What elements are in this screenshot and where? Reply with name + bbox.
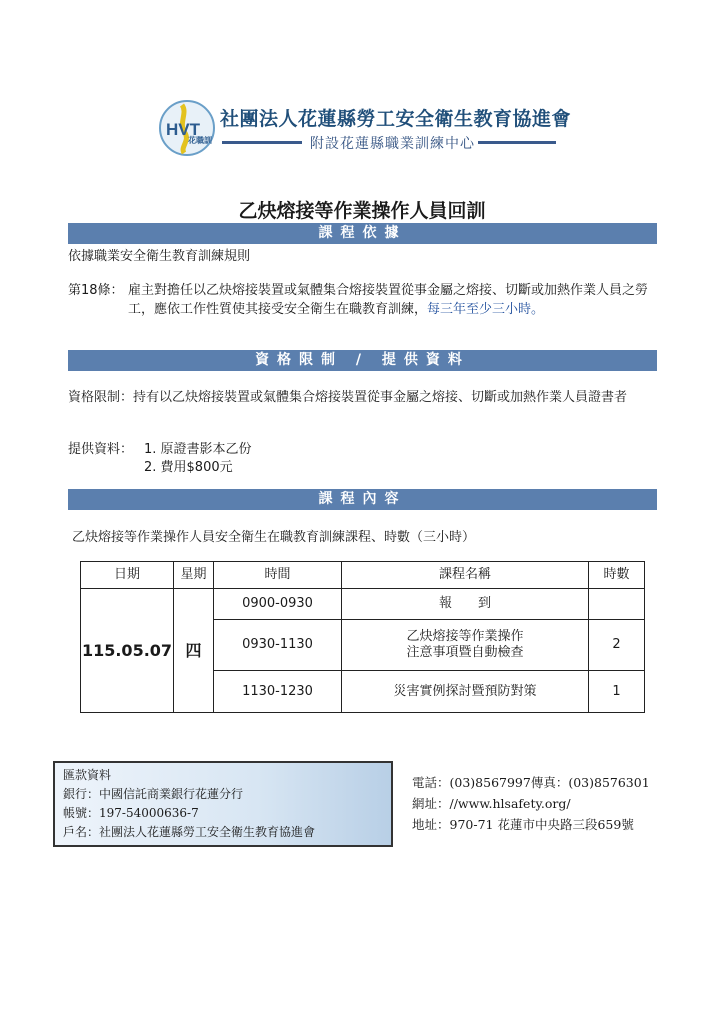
date-cell: 115.05.07 [81,589,174,713]
article-paragraph [128,281,648,319]
header-time: 時間 [214,562,342,589]
contact-website[interactable]: 網址：//www.hlsafety.org/ [412,796,571,811]
contact-address: 地址：970-71 花蓮市中央路三段659號 [412,817,634,832]
course-cell [342,620,589,671]
organization-subtitle: 附設花蓮縣職業訓練中心 [310,136,475,152]
section-heading-qualification: 資格限制 / 提供資料 [68,350,657,371]
qualification-text: 資格限制：持有以乙炔熔接裝置或氣體集合熔接裝置從事金屬之熔接、切斷或加熱作業人員證書者 [68,390,628,405]
provide-label: 提供資料： [68,442,134,457]
bank-account: 帳號：197-54000636-7 [63,806,199,820]
bank-name: 銀行：中國信託商業銀行花蓮分行 [63,787,244,801]
logo-subtext: 花職訓 [188,136,212,145]
section-heading-course: 課程內容 [68,489,657,510]
basis-text: 依據職業安全衛生教育訓練規則 [68,249,251,264]
hours-cell [589,589,645,620]
article-emphasis: 每三年至少三小時。 [427,302,545,317]
organization-name: 社團法人花蓮縣勞工安全衛生教育協進會 [220,108,572,130]
provide-item: 1. 原證書影本乙份 [144,442,252,457]
header-course: 課程名稱 [342,562,589,589]
schedule-table [80,561,645,713]
section-heading-basis: 課程依據 [68,223,657,244]
contact-info [412,772,650,835]
hours-cell: 1 [589,671,645,713]
time-cell: 0900-0930 [214,589,342,620]
time-cell: 1130-1230 [214,671,342,713]
subtitle-divider-right [478,141,556,144]
header-date: 日期 [81,562,174,589]
course-line: 注意事項暨自動檢查 [406,645,524,660]
time-cell: 0930-1130 [214,620,342,671]
subtitle-divider-left [222,141,302,144]
course-description: 乙炔熔接等作業操作人員安全衛生在職教育訓練課程、時數（三小時） [72,530,476,545]
bank-info-box [53,761,393,847]
bank-title: 匯款資料 [63,768,112,782]
bank-holder: 戶名：社團法人花蓮縣勞工安全衛生教育協進會 [63,825,316,839]
table-header-row [81,562,645,589]
header-hours: 時數 [589,562,645,589]
logo-text: HVT [166,120,200,139]
weekday-cell: 四 [174,589,214,713]
provide-item: 2. 費用$800元 [144,460,233,475]
organization-logo [158,99,216,157]
contact-phone: 電話：(03)8567997傳真：(03)8576301 [412,775,650,790]
header-weekday: 星期 [174,562,214,589]
article-label: 第18條： [68,283,124,298]
table-row [81,589,645,620]
document-title: 乙炔熔接等作業操作人員回訓 [238,200,486,222]
course-cell: 報 到 [342,589,589,620]
course-cell: 災害實例探討暨預防對策 [342,671,589,713]
course-line: 乙炔熔接等作業操作 [406,629,524,644]
article-text: 雇主對擔任以乙炔熔接裝置或氣體集合熔接裝置從事金屬之熔接、切斷或加熱作業人員之勞工，應依工作性質使其接受安全衛生在職教育訓練， [128,283,649,317]
hours-cell: 2 [589,620,645,671]
